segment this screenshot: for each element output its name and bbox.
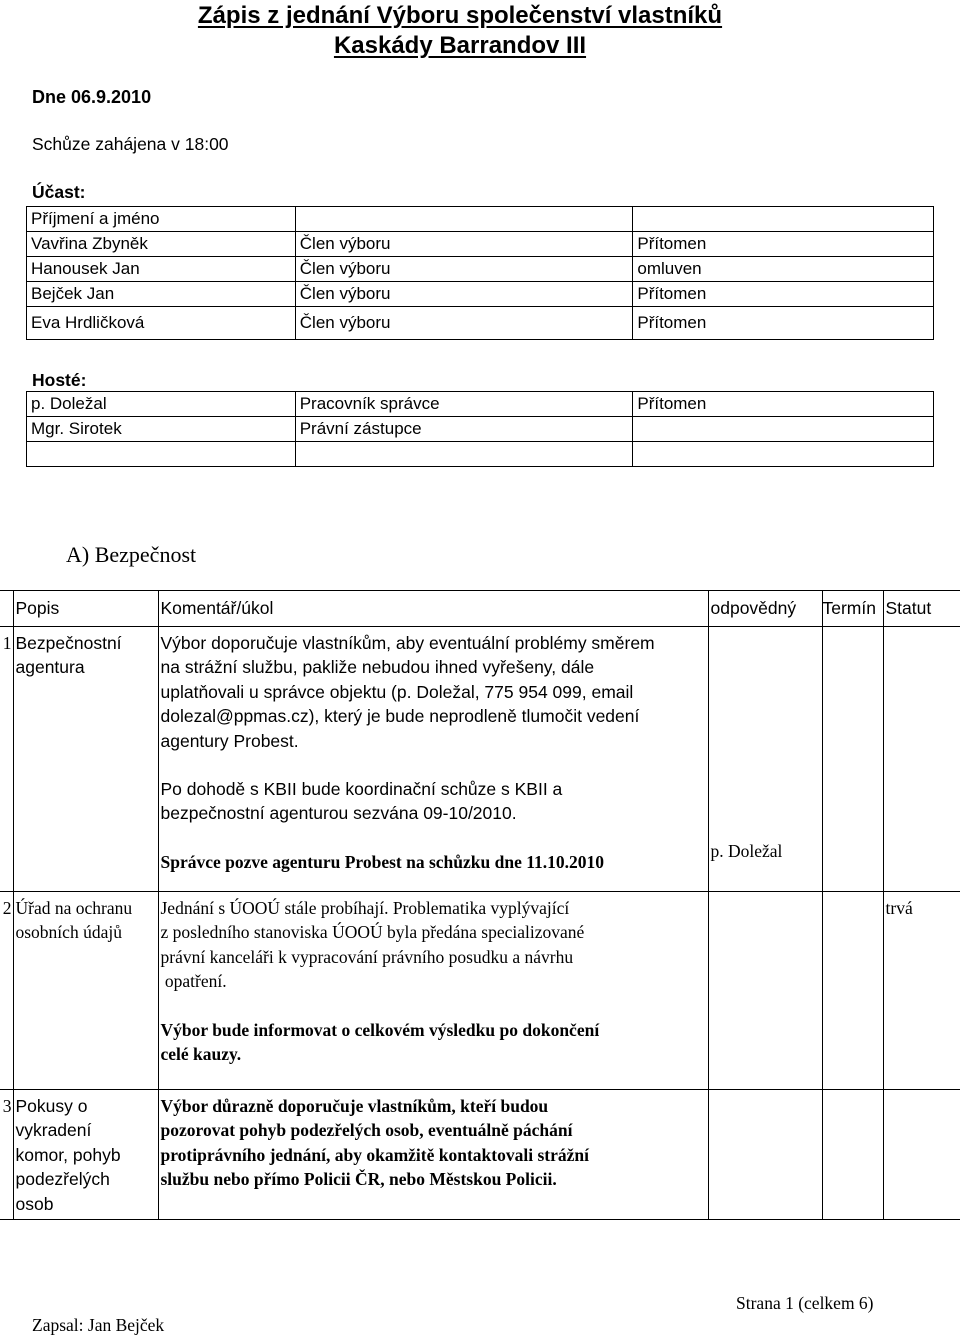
- table-row: [27, 307, 934, 340]
- item-number: 2: [0, 892, 13, 1090]
- comment-line: Výbor doporučuje vlastníkům, aby eventuální problémy směrem: [160, 633, 655, 653]
- odpovedny-column-header: odpovědný: [708, 591, 822, 627]
- empty-cell: [0, 591, 13, 627]
- guest-status: [633, 442, 934, 467]
- item-deadline: [822, 1090, 883, 1220]
- item-comment: [158, 1090, 708, 1220]
- member-name: Eva Hrdličková: [27, 307, 296, 340]
- item-comment: [158, 627, 708, 892]
- comment-line-bold: pozorovat pohyb podezřelých osob, eventuálně páchání: [160, 1120, 573, 1141]
- comment-line-bold: protiprávního jednání, aby okamžitě kontaktovali strážní: [160, 1144, 589, 1165]
- member-status: Přítomen: [633, 232, 934, 257]
- guest-status: Přítomen: [633, 392, 934, 417]
- member-status: Přítomen: [633, 307, 934, 340]
- guest-role: Právní zástupce: [295, 417, 633, 442]
- member-role: Člen výboru: [295, 257, 633, 282]
- item-status: trvá: [883, 892, 960, 1090]
- table-row: [27, 442, 934, 467]
- item-number: 3: [0, 1090, 13, 1220]
- guest-role: Pracovník správce: [295, 392, 633, 417]
- member-role: Člen výboru: [295, 307, 633, 340]
- popis-line: vykradení: [15, 1120, 92, 1141]
- item-responsible: [708, 892, 822, 1090]
- agenda-row: [0, 627, 960, 892]
- comment-line: právní kanceláři k vypracování právního posudku a návrhu: [160, 946, 574, 967]
- item-status: [883, 627, 960, 892]
- comment-line: bezpečnostní agenturou sezvána 09-10/2010.: [160, 803, 517, 824]
- comment-line: agentury Probest.: [160, 730, 299, 751]
- attendance-table: [26, 206, 934, 340]
- table-row: [27, 282, 934, 307]
- item-number: 1: [0, 627, 13, 892]
- member-role: Člen výboru: [295, 282, 633, 307]
- agenda-table: [0, 590, 960, 1220]
- comment-line-bold: Správce pozve agenturu Probest na schůzku dne 11.10.2010: [160, 851, 605, 872]
- empty-cell: [295, 207, 633, 232]
- document-title-line1: Zápis z jednání Výboru společenství vlastníků: [197, 2, 723, 29]
- guest-name: [27, 442, 296, 467]
- table-row: [27, 232, 934, 257]
- comment-line: opatření.: [160, 971, 227, 992]
- table-row: [27, 392, 934, 417]
- statut-column-header: Statut: [883, 591, 960, 627]
- guest-role: [295, 442, 633, 467]
- comment-line: uplatňovali u správce objektu (p. Doležal, 775 954 099, email: [160, 681, 634, 702]
- agenda-header-row: [0, 591, 960, 627]
- item-deadline: [822, 892, 883, 1090]
- popis-line: Pokusy o: [15, 1096, 88, 1116]
- guest-name: Mgr. Sirotek: [27, 417, 296, 442]
- table-row: [27, 257, 934, 282]
- empty-cell: [633, 207, 934, 232]
- meeting-opened: Schůze zahájena v 18:00: [32, 134, 229, 154]
- member-name: Bejček Jan: [27, 282, 296, 307]
- item-popis: [13, 1090, 158, 1220]
- recorder: Zapsal: Jan Bejček: [32, 1315, 165, 1335]
- agenda-row: [0, 1090, 960, 1220]
- member-status: Přítomen: [633, 282, 934, 307]
- comment-line-bold: službu nebo přímo Policii ČR, nebo Městskou Policii.: [160, 1169, 557, 1190]
- item-popis: [13, 627, 158, 892]
- popis-line: Úřad na ochranu: [15, 898, 133, 918]
- member-name: Hanousek Jan: [27, 257, 296, 282]
- member-role: Člen výboru: [295, 232, 633, 257]
- item-popis: [13, 892, 158, 1090]
- guests-heading: Hosté:: [32, 370, 87, 390]
- popis-line: osob: [15, 1193, 54, 1214]
- section-title: A) Bezpečnost: [66, 542, 197, 567]
- comment-line: Jednání s ÚOOÚ stále probíhají. Problematika vyplývající: [160, 898, 570, 918]
- agenda-row: [0, 892, 960, 1090]
- comment-line: z posledního stanoviska ÚOOÚ byla předána specializované: [160, 922, 585, 943]
- comment-line-bold: celé kauzy.: [160, 1044, 242, 1065]
- comment-line: Po dohodě s KBII bude koordinační schůze s KBII a: [160, 779, 563, 800]
- table-row: [27, 417, 934, 442]
- item-deadline: [822, 627, 883, 892]
- guest-name: p. Doležal: [27, 392, 296, 417]
- member-status: omluven: [633, 257, 934, 282]
- item-responsible: p. Doležal: [708, 627, 822, 892]
- member-name: Vavřina Zbyněk: [27, 232, 296, 257]
- meeting-date: Dne 06.9.2010: [32, 87, 152, 107]
- page-number: Strana 1 (celkem 6): [736, 1293, 874, 1313]
- comment-line: na strážní službu, pakliže nebudou ihned vyřešeny, dále: [160, 657, 595, 678]
- attendance-header-row: [27, 207, 934, 232]
- attendance-heading: Účast:: [32, 182, 86, 202]
- popis-line: komor, pohyb: [15, 1144, 121, 1165]
- popis-line: agentura: [15, 657, 85, 678]
- guest-status: [633, 417, 934, 442]
- comment-line: dolezal@ppmas.cz), který je bude neprodleně tlumočit vedení: [160, 706, 640, 727]
- comment-line-bold: Výbor bude informovat o celkovém výsledku po dokončení: [160, 1019, 600, 1040]
- popis-line: Bezpečnostní: [15, 633, 122, 653]
- termin-column-header: Termín: [822, 591, 883, 627]
- item-responsible: [708, 1090, 822, 1220]
- name-column-header: Příjmení a jméno: [27, 207, 296, 232]
- comment-line-bold: Výbor důrazně doporučuje vlastníkům, kteří budou: [160, 1096, 549, 1116]
- popis-line: podezřelých: [15, 1169, 110, 1190]
- item-status: [883, 1090, 960, 1220]
- popis-line: osobních údajů: [15, 922, 122, 943]
- document-title-line2: Kaskády Barrandov III: [333, 32, 587, 59]
- komentar-column-header: Komentář/úkol: [158, 591, 708, 627]
- item-comment: [158, 892, 708, 1090]
- guests-table: [26, 391, 934, 467]
- popis-column-header: Popis: [13, 591, 158, 627]
